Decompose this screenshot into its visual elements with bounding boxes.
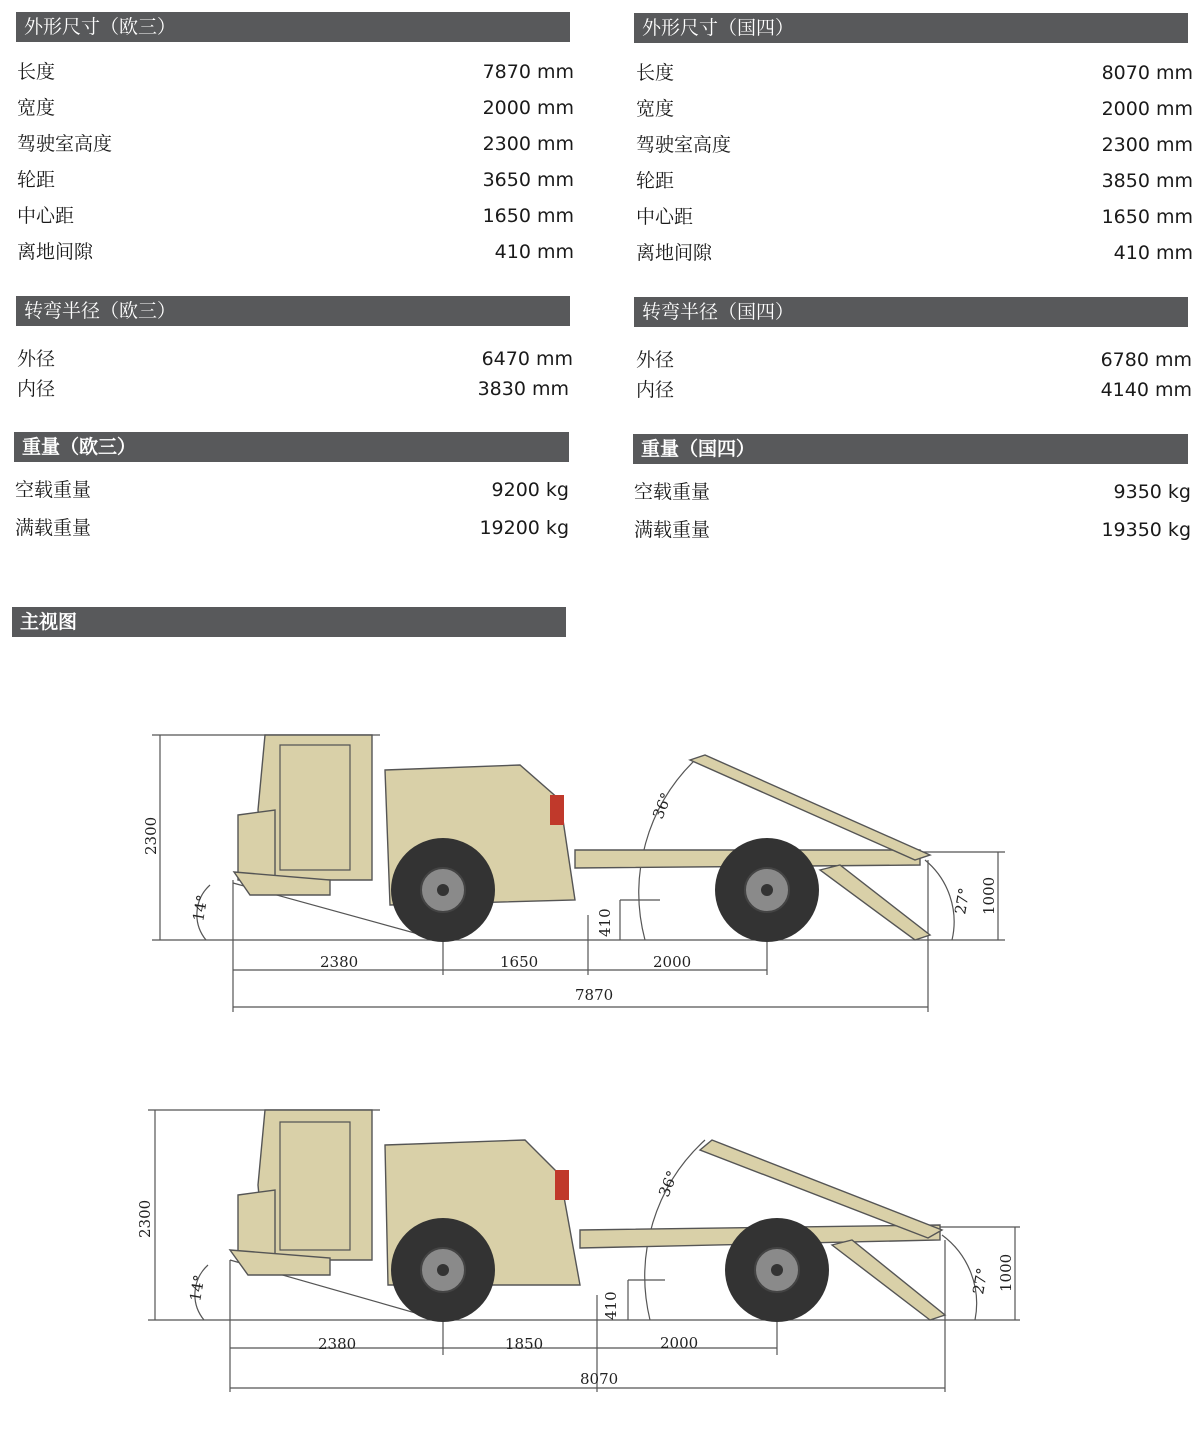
spec-row bbox=[636, 202, 1193, 232]
rear-height-label: 1000 bbox=[997, 1253, 1015, 1292]
spec-label: 驾驶室高度 bbox=[17, 133, 113, 155]
spec-value: 2300 mm bbox=[482, 133, 574, 155]
spec-row bbox=[636, 58, 1193, 88]
spec-label: 中心距 bbox=[636, 206, 694, 228]
spec-row bbox=[636, 94, 1193, 124]
lift-angle-label: 36° bbox=[649, 790, 676, 822]
spec-label: 离地间隙 bbox=[636, 242, 713, 264]
section-header-weight-cn4: 重量（国四） bbox=[633, 434, 1188, 464]
spec-row bbox=[15, 513, 569, 543]
rear-wheel bbox=[715, 838, 819, 942]
spec-row bbox=[636, 238, 1193, 268]
vehicle-side-view-drawing-1 bbox=[0, 700, 1200, 1030]
spec-label: 满载重量 bbox=[15, 517, 92, 539]
height-label: 2300 bbox=[142, 816, 160, 855]
spec-row bbox=[634, 477, 1191, 507]
spec-row bbox=[636, 345, 1192, 375]
spec-label: 长度 bbox=[636, 62, 675, 84]
spec-label: 内径 bbox=[17, 378, 56, 400]
spec-value: 6470 mm bbox=[481, 348, 573, 370]
spec-value: 2000 mm bbox=[1101, 98, 1193, 120]
clearance-label: 410 bbox=[602, 1291, 620, 1320]
spec-value: 410 mm bbox=[494, 241, 574, 263]
spec-value: 2300 mm bbox=[1101, 134, 1193, 156]
seg2-label: 1650 bbox=[500, 953, 539, 971]
front-angle-label: 14° bbox=[186, 1273, 209, 1303]
spec-row bbox=[15, 475, 569, 505]
spec-value: 19200 kg bbox=[479, 517, 569, 539]
spec-value: 7870 mm bbox=[482, 61, 574, 83]
spec-row bbox=[17, 93, 574, 123]
spec-label: 空载重量 bbox=[15, 479, 92, 501]
spec-value: 9200 kg bbox=[491, 479, 569, 501]
spec-value: 19350 kg bbox=[1101, 519, 1191, 541]
spec-row bbox=[634, 515, 1191, 545]
spec-row bbox=[17, 374, 569, 404]
spec-label: 满载重量 bbox=[634, 519, 711, 541]
spec-label: 宽度 bbox=[636, 98, 675, 120]
spec-label: 驾驶室高度 bbox=[636, 134, 732, 156]
rear-wheel bbox=[725, 1218, 829, 1322]
height-label: 2300 bbox=[136, 1199, 154, 1238]
spec-row bbox=[17, 57, 574, 87]
total-length-label: 7870 bbox=[575, 986, 614, 1004]
spec-label: 宽度 bbox=[17, 97, 56, 119]
spec-label: 外径 bbox=[17, 348, 56, 370]
spec-value: 8070 mm bbox=[1101, 62, 1193, 84]
red-component bbox=[550, 795, 564, 825]
total-length-label: 8070 bbox=[580, 1370, 619, 1388]
spec-label: 外径 bbox=[636, 349, 675, 371]
spec-label: 中心距 bbox=[17, 205, 75, 227]
spec-value: 9350 kg bbox=[1113, 481, 1191, 503]
seg1-label: 2380 bbox=[318, 1335, 357, 1353]
spec-value: 6780 mm bbox=[1100, 349, 1192, 371]
spec-row bbox=[636, 375, 1192, 405]
section-header-weight-eu3: 重量（欧三） bbox=[14, 432, 569, 462]
spec-label: 离地间隙 bbox=[17, 241, 94, 263]
spec-row bbox=[636, 166, 1193, 196]
section-header-turn-eu3: 转弯半径（欧三） bbox=[16, 296, 570, 326]
rear-height-label: 1000 bbox=[980, 876, 998, 915]
spec-row bbox=[17, 237, 574, 267]
spec-value: 1650 mm bbox=[1101, 206, 1193, 228]
spec-value: 2000 mm bbox=[482, 97, 574, 119]
lift-angle-label: 36° bbox=[655, 1168, 682, 1200]
vehicle-body bbox=[230, 1110, 945, 1320]
spec-row bbox=[17, 165, 574, 195]
spec-label: 长度 bbox=[17, 61, 56, 83]
spec-row bbox=[17, 201, 574, 231]
spec-value: 1650 mm bbox=[482, 205, 574, 227]
section-header-main-view: 主视图 bbox=[12, 607, 566, 637]
seg1-label: 2380 bbox=[320, 953, 359, 971]
front-angle-label: 14° bbox=[189, 893, 212, 923]
spec-label: 空载重量 bbox=[634, 481, 711, 503]
spec-label: 内径 bbox=[636, 379, 675, 401]
spec-label: 轮距 bbox=[636, 170, 675, 192]
section-header-turn-cn4: 转弯半径（国四） bbox=[634, 297, 1188, 327]
front-wheel bbox=[391, 1218, 495, 1322]
spec-row bbox=[636, 130, 1193, 160]
section-header-dim-eu3: 外形尺寸（欧三） bbox=[16, 12, 570, 42]
vehicle-body bbox=[234, 735, 930, 940]
red-component bbox=[555, 1170, 569, 1200]
rear-angle-label: 27° bbox=[969, 1266, 992, 1296]
spec-value: 3850 mm bbox=[1101, 170, 1193, 192]
spec-value: 3830 mm bbox=[477, 378, 569, 400]
spec-row bbox=[17, 344, 573, 374]
clearance-label: 410 bbox=[596, 908, 614, 937]
seg3-label: 2000 bbox=[660, 1334, 699, 1352]
rear-angle-label: 27° bbox=[951, 886, 974, 916]
spec-value: 3650 mm bbox=[482, 169, 574, 191]
seg2-label: 1850 bbox=[505, 1335, 544, 1353]
front-wheel bbox=[391, 838, 495, 942]
spec-row bbox=[17, 129, 574, 159]
spec-value: 4140 mm bbox=[1100, 379, 1192, 401]
seg3-label: 2000 bbox=[653, 953, 692, 971]
vehicle-side-view-drawing-2 bbox=[0, 1080, 1200, 1410]
section-header-dim-cn4: 外形尺寸（国四） bbox=[634, 13, 1188, 43]
spec-value: 410 mm bbox=[1113, 242, 1193, 264]
spec-label: 轮距 bbox=[17, 169, 56, 191]
